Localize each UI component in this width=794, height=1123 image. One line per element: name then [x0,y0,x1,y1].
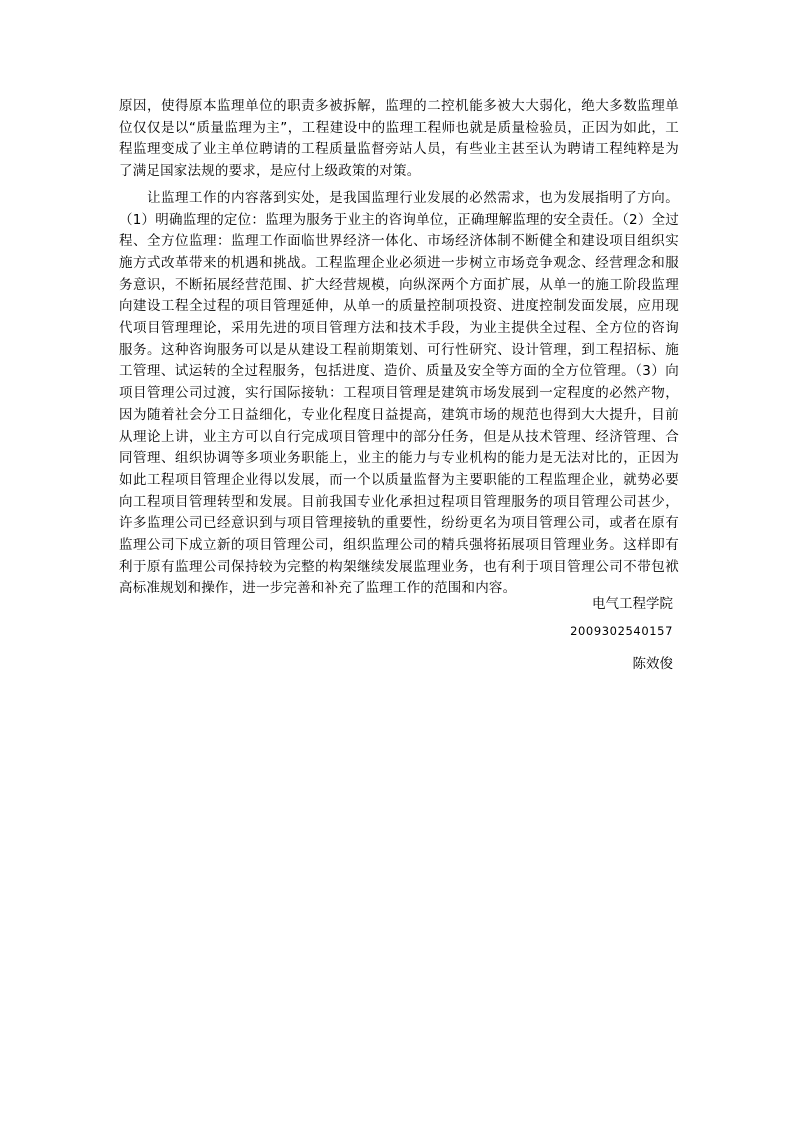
signature-school: 电气工程学院 [592,596,673,612]
paragraph-1: 原因，使得原本监理单位的职责多被拆解，监理的二控机能多被大大弱化，绝大多数监理单位仅仅是以“质量监理为主”，工程建设中的监理工程师也就是质量检验员，正因为如此，工程监理变成了业主单位聘请的工程质量监督旁站人员，有些业主甚至认为聘请工程纯粹是为了满足国家法规的要求，是应付上级政策的对策。 [119,98,679,180]
signature-name: 陈效俊 [632,656,673,672]
signature-student-id: 2009302540157 [570,624,673,638]
paragraph-2: 让监理工作的内容落到实处，是我国监理行业发展的必然需求，也为发展指明了方向。（1）明确监理的定位：监理为服务于业主的咨询单位，正确理解监理的安全责任。（2）全过程、全方位监理：监理工作面临世界经济一体化、市场经济体制不断健全和建设项目组织实施方式改革带来的机遇和挑战。工程监理企业必须进一步树立市场竞争观念、经营理念和服务意识，不断拓展经营范围、扩大经营规模，向纵深两个方面扩展，从单一的施工阶段监理向建设工程全过程的项目管理延伸，从单一的质量控制项投资、进度控制发面发展，应用现代项目管理理论，采用先进的项目管理方法和技术手段，为业主提供全过程、全方位的咨询服务。这种咨询服务可以是从建设工程前期策划、可行性研究、设计管理，到工程招标、施工管理、试运转的全过程服务，包括进度、造价、质量及安全等方面的全方位管理。（3）向项目管理公司过渡，实行国际接轨：工程项目管理是建筑市场发展到一定程度的必然产物，因为随着社会分工日益细化，专业化程度日益提高，建筑市场的规范也得到大大提升，目前从理论上讲，业主方可以自行完成项目管理中的部分任务，但是从技术管理、经济管理、合同管理、组织协调等多项业务职能上，业主的能力与专业机构的能力是无法对比的，正因为如此工程项目管理企业得以发展，而一个以质量监督为主要职能的工程监理企业，就势必要向工程项目管理转型和发展。目前我国专业化承担过程项目管理服务的项目管理公司甚少，许多监理公司已经意识到与项目管理接轨的重要性，纷纷更名为项目管理公司，或者在原有监理公司下成立新的项目管理公司，组织监理公司的精兵强将拓展项目管理业务。这样即有利于原有监理公司保持较为完整的构架继续发展监理业务，也有利于项目管理公司不带包袱高标准规划和操作，进一步完善和补充了监理工作的范围和内容。 [119,189,679,597]
document-body [119,96,679,600]
